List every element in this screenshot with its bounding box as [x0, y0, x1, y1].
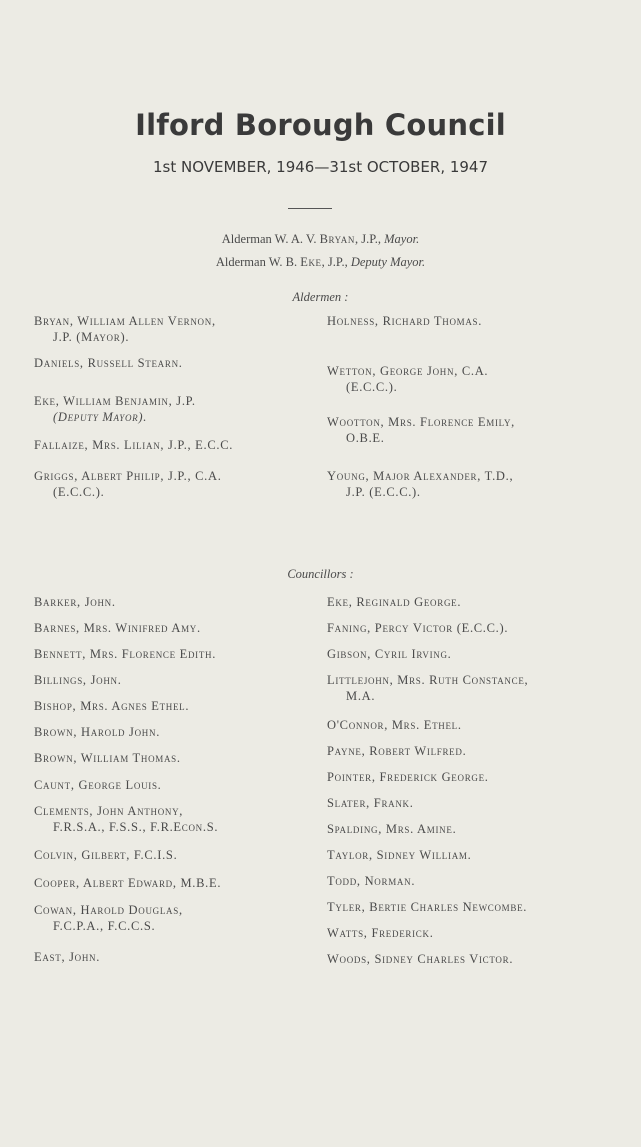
councillor-entry	[327, 951, 513, 967]
entry-line2: F.R.S.A., F.S.S., F.R.Econ.S.	[53, 820, 219, 834]
alderman-entry	[34, 468, 222, 500]
alderman-entry	[327, 468, 513, 500]
councillor-entry	[34, 620, 201, 636]
councillor-entry	[34, 902, 183, 934]
councillor-entry	[327, 821, 456, 837]
councillor-entry	[327, 672, 528, 704]
councillor-entry	[34, 949, 100, 965]
entry-line1: Bennett, Mrs. Florence Edith.	[34, 647, 217, 661]
entry-line1: Woods, Sidney Charles Victor.	[327, 952, 514, 966]
entry-line1: Wootton, Mrs. Florence Emily,	[327, 415, 515, 429]
councillor-entry	[327, 743, 466, 759]
entry-line2: J.P. (E.C.C.).	[346, 485, 421, 499]
entry-line1: Billings, John.	[34, 673, 122, 687]
entry-line1: Watts, Frederick.	[327, 926, 434, 940]
entry-line2: F.C.P.A., F.C.C.S.	[53, 919, 156, 933]
entry-line1: Faning, Percy Victor (E.C.C.).	[327, 621, 509, 635]
entry-line1: Fallaize, Mrs. Lilian, J.P., E.C.C.	[34, 438, 234, 452]
alderman-entry	[34, 393, 196, 425]
mayor-prefix: Alderman W. A. V.	[221, 232, 320, 246]
entry-line1: Colvin, Gilbert, F.C.I.S.	[34, 848, 178, 862]
councillor-entry	[34, 803, 218, 835]
entry-line1: Slater, Frank.	[327, 796, 414, 810]
entry-line1: Clements, John Anthony,	[34, 804, 184, 818]
entry-line1: Spalding, Mrs. Amine.	[327, 822, 457, 836]
councillors-heading: Councillors :	[287, 567, 354, 581]
mayor-line	[0, 232, 641, 247]
councillor-entry	[34, 646, 216, 662]
councillor-entry	[34, 777, 162, 793]
aldermen-heading: Aldermen :	[292, 290, 349, 304]
entry-line1: Eke, William Benjamin, J.P.	[34, 394, 196, 408]
deputy-role: Deputy Mayor.	[350, 255, 426, 269]
deputy-mayor-line	[0, 255, 641, 270]
entry-line2: (E.C.C.).	[53, 485, 105, 499]
councillor-entry	[34, 672, 122, 688]
alderman-entry	[34, 437, 233, 453]
deputy-quals: , J.P.,	[321, 255, 351, 269]
entry-line1: Griggs, Albert Philip, J.P., C.A.	[34, 469, 222, 483]
councillor-entry	[327, 620, 508, 636]
alderman-entry	[327, 363, 488, 395]
entry-line1: Cowan, Harold Douglas,	[34, 903, 183, 917]
deputy-prefix: Alderman W. B.	[215, 255, 301, 269]
councillor-entry	[34, 750, 181, 766]
entry-line1: Littlejohn, Mrs. Ruth Constance,	[327, 673, 529, 687]
alderman-entry	[327, 313, 482, 329]
entry-line2: J.P. (Mayor).	[53, 330, 130, 344]
councillor-entry	[34, 724, 160, 740]
entry-line2: M.A.	[346, 689, 376, 703]
councillor-entry	[327, 899, 527, 915]
alderman-entry	[34, 355, 183, 371]
entry-line2: (Deputy Mayor).	[53, 410, 148, 424]
entry-line1: Cooper, Albert Edward, M.B.E.	[34, 876, 222, 890]
entry-line1: East, John.	[34, 950, 101, 964]
entry-line1: Holness, Richard Thomas.	[327, 314, 483, 328]
councillor-entry	[34, 875, 221, 891]
entry-line1: Eke, Reginald George.	[327, 595, 462, 609]
councillor-entry	[34, 698, 189, 714]
council-term-dates: 1st NOVEMBER, 1946—31st OCTOBER, 1947	[152, 158, 489, 176]
councillor-entry	[327, 847, 471, 863]
page-title: Ilford Borough Council	[135, 108, 506, 142]
councillor-entry	[327, 769, 489, 785]
entry-line1: Todd, Norman.	[327, 874, 416, 888]
mayor-surname: Bryan	[319, 232, 355, 246]
entry-line1: Wetton, George John, C.A.	[327, 364, 489, 378]
councillor-entry	[327, 646, 452, 662]
entry-line1: Barnes, Mrs. Winifred Amy.	[34, 621, 201, 635]
entry-line2: O.B.E.	[346, 431, 385, 445]
mayor-role: Mayor.	[384, 232, 420, 246]
alderman-entry	[327, 414, 515, 446]
councillor-entry	[327, 795, 414, 811]
entry-line1: Pointer, Frederick George.	[327, 770, 489, 784]
entry-line1: Young, Major Alexander, T.D.,	[327, 469, 514, 483]
entry-line1: Brown, William Thomas.	[34, 751, 181, 765]
entry-line1: O'Connor, Mrs. Ethel.	[327, 718, 462, 732]
councillor-entry	[327, 717, 462, 733]
alderman-entry	[34, 313, 216, 345]
councillor-entry	[327, 873, 415, 889]
mayor-quals: , J.P.,	[354, 232, 385, 246]
entry-line1: Brown, Harold John.	[34, 725, 161, 739]
entry-line2: (E.C.C.).	[346, 380, 398, 394]
entry-line1: Gibson, Cyril Irving.	[327, 647, 452, 661]
councillor-entry	[327, 925, 434, 941]
entry-line1: Barker, John.	[34, 595, 116, 609]
deputy-surname: Eke	[300, 255, 322, 269]
entry-line1: Bishop, Mrs. Agnes Ethel.	[34, 699, 190, 713]
divider-rule	[288, 208, 332, 209]
entry-line1: Payne, Robert Wilfred.	[327, 744, 467, 758]
entry-line1: Taylor, Sidney William.	[327, 848, 472, 862]
entry-line1: Caunt, George Louis.	[34, 778, 162, 792]
councillor-entry	[327, 594, 461, 610]
entry-line1: Tyler, Bertie Charles Newcombe.	[327, 900, 528, 914]
entry-line1: Bryan, William Allen Vernon,	[34, 314, 216, 328]
councillor-entry	[34, 847, 177, 863]
councillor-entry	[34, 594, 116, 610]
entry-line1: Daniels, Russell Stearn.	[34, 356, 183, 370]
